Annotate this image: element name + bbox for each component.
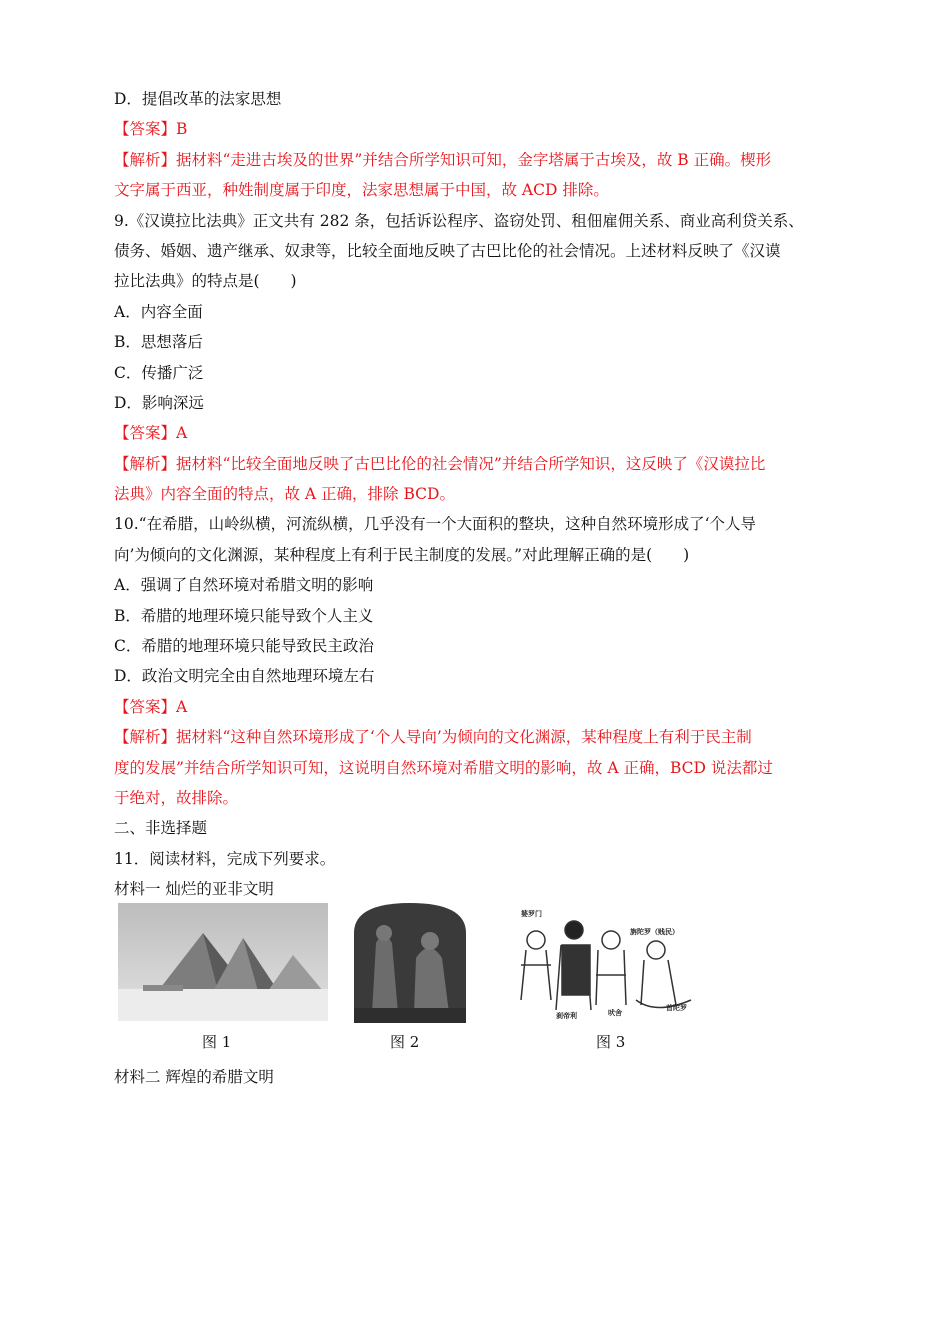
q9-option-d: D．影响深远 xyxy=(114,393,204,412)
figure-3-label: 首陀罗 xyxy=(666,1003,687,1012)
q10-answer: 【答案】A xyxy=(114,697,188,716)
figure-1-caption: 图 1 xyxy=(202,1033,232,1051)
q9-stem-line: 9.《汉谟拉比法典》正文共有 282 条，包括诉讼程序、盗窃处罚、租佃雇佣关系、商业高利贷关系、 xyxy=(114,211,804,230)
q9-option-a: A．内容全面 xyxy=(114,302,203,321)
q10-analysis-line: 度的发展”并结合所学知识可知，这说明自然环境对希腊文明的影响，故 A 正确，BCD 说法都过 xyxy=(114,758,773,777)
figure-3-label: 旃陀罗（贱民） xyxy=(630,927,679,936)
document-body xyxy=(114,84,854,905)
q8-option-d: D．提倡改革的法家思想 xyxy=(114,90,282,108)
figure-2-hammurabi-stele-image xyxy=(354,903,466,1023)
q9-analysis-line: 【解析】据材料“比较全面地反映了古巴比伦的社会情况”并结合所学知识，这反映了《汉谟拉比 xyxy=(114,454,766,473)
q9-stem-line: 拉比法典》的特点是( ) xyxy=(114,272,297,291)
q10-analysis-line: 【解析】据材料“这种自然环境形成了‘个人导向’为倾向的文化渊源，某种程度上有利于民主制 xyxy=(114,728,752,747)
q8-analysis-line: 文字属于西亚，种姓制度属于印度，法家思想属于中国，故 ACD 排除。 xyxy=(114,181,609,200)
q10-option-a: A．强调了自然环境对希腊文明的影响 xyxy=(114,576,374,595)
q9-analysis-line: 法典》内容全面的特点，故 A 正确，排除 BCD。 xyxy=(114,485,455,504)
section-heading: 二、非选择题 xyxy=(114,819,208,838)
figures-row xyxy=(114,903,714,1063)
figure-3-caption: 图 3 xyxy=(596,1033,626,1051)
q10-option-b: B．希腊的地理环境只能导致个人主义 xyxy=(114,606,374,625)
q10-option-c: C．希腊的地理环境只能导致民主政治 xyxy=(114,637,374,656)
q10-stem-line: 10.“在希腊，山岭纵横，河流纵横，几乎没有一个大面积的整块，这种自然环境形成了‘个人导 xyxy=(114,515,757,534)
material-two-title: 材料二 辉煌的希腊文明 xyxy=(114,1068,274,1086)
figure-2-caption: 图 2 xyxy=(390,1033,420,1051)
figure-3-label: 吠舍 xyxy=(608,1008,622,1017)
figure-3-label: 刹帝利 xyxy=(556,1011,577,1020)
material-one-title: 材料一 灿烂的亚非文明 xyxy=(114,880,274,899)
q9-stem-line: 债务、婚姻、遗产继承、奴隶等，比较全面地反映了古巴比伦的社会情况。上述材料反映了《汉谟 xyxy=(114,241,781,260)
q10-analysis-line: 于绝对，故排除。 xyxy=(114,788,239,807)
q10-option-d: D．政治文明完全由自然地理环境左右 xyxy=(114,667,375,686)
q11-stem: 11．阅读材料，完成下列要求。 xyxy=(114,849,336,868)
q9-option-c: C．传播广泛 xyxy=(114,363,204,382)
q10-stem-line: 向’为倾向的文化渊源，某种程度上有利于民主制度的发展。”对此理解正确的是( ) xyxy=(114,545,690,564)
figure-3-caste-drawing xyxy=(506,905,706,1025)
figure-1-pyramids-image xyxy=(118,903,328,1021)
q8-analysis-line: 【解析】据材料“走进古埃及的世界”并结合所学知识可知，金字塔属于古埃及，故 B 正确。楔形 xyxy=(114,150,772,169)
figure-3-label: 婆罗门 xyxy=(521,909,542,918)
q8-answer: 【答案】B xyxy=(114,120,188,139)
q9-answer: 【答案】A xyxy=(114,424,188,443)
q9-option-b: B．思想落后 xyxy=(114,333,203,352)
